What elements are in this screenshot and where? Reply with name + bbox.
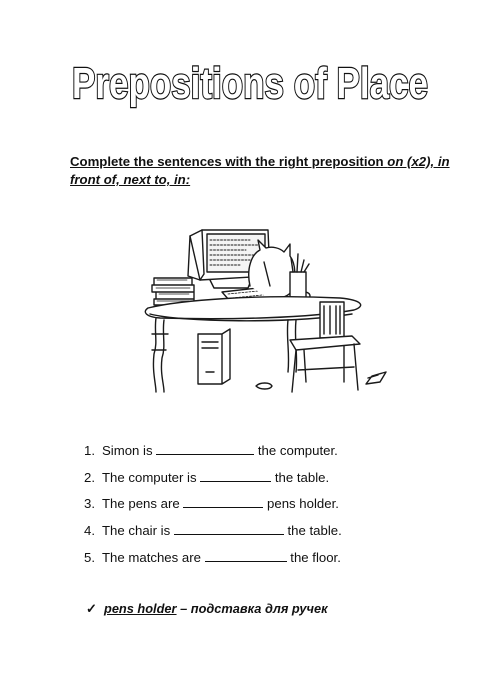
sentence-1: 1. Simon is the computer. <box>84 443 338 458</box>
page-title <box>60 52 440 108</box>
instruction <box>70 153 450 189</box>
vocabulary-term: pens holder <box>104 601 177 616</box>
answer-blank-2[interactable] <box>200 468 271 482</box>
answer-blank-4[interactable] <box>174 521 284 535</box>
instruction-lead: Complete the sentences with the right preposition <box>70 154 388 169</box>
answer-blank-5[interactable] <box>205 548 287 562</box>
checkmark-icon: ✓ <box>86 601 97 616</box>
vocabulary-translation: – подставка для ручек <box>176 601 328 616</box>
sentence-2: 2. The computer is the table. <box>84 469 330 485</box>
exercise-sentences <box>84 441 342 574</box>
answer-blank-1[interactable] <box>156 441 254 455</box>
page-title-text: Prepositions of Place <box>72 59 428 108</box>
vocabulary-note <box>86 601 328 617</box>
cat-at-desk-illustration <box>140 222 390 402</box>
instruction-options: on (x2), in front of, next to, in: <box>70 154 450 187</box>
sentence-5: 5. The matches are the floor. <box>84 549 341 565</box>
sentence-3: 3. The pens are pens holder. <box>84 496 339 512</box>
sentence-4: 4. The chair is the table. <box>84 523 342 539</box>
answer-blank-3[interactable] <box>183 494 263 508</box>
